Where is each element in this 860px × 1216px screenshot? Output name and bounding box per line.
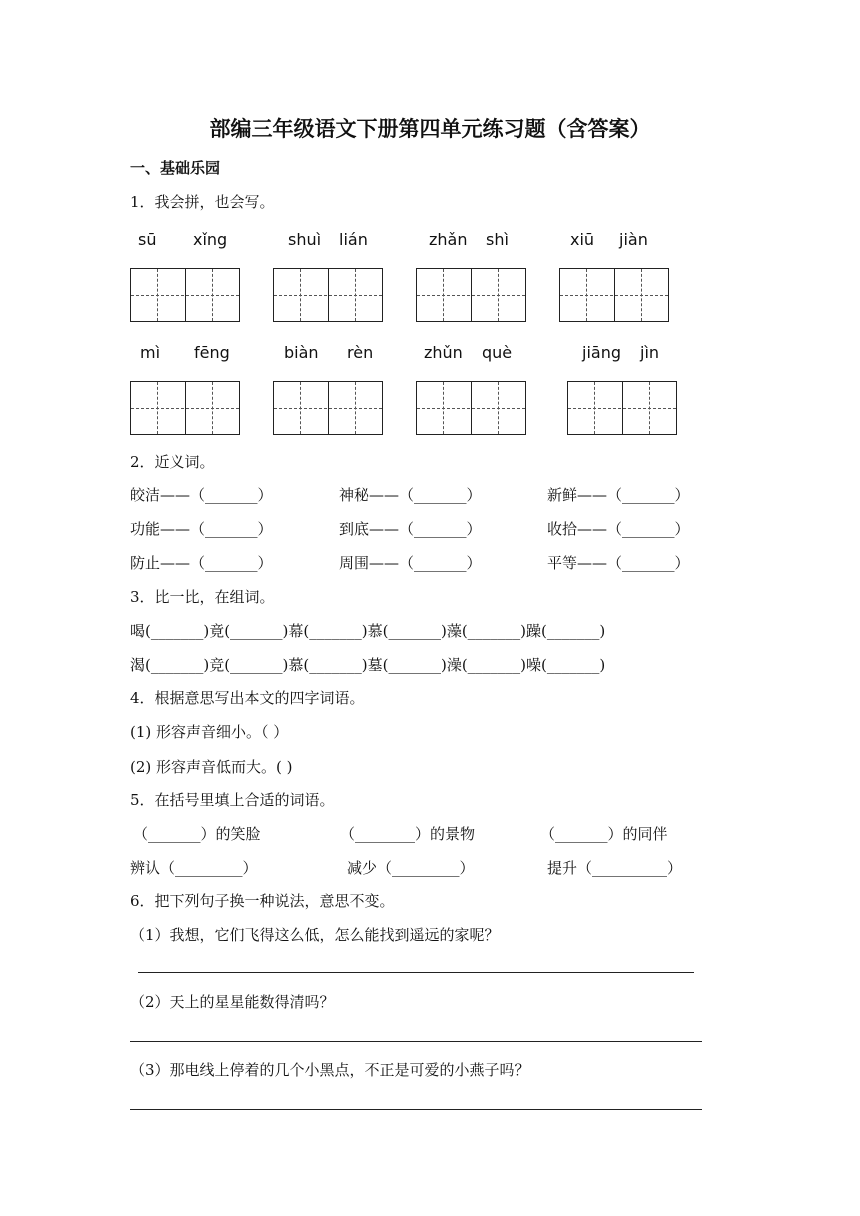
pinyin-8b: jìn: [640, 343, 660, 362]
synonym-item[interactable]: 防止——（_______）: [130, 554, 273, 572]
fill-item[interactable]: 辨认（_________）: [130, 859, 258, 877]
writing-grid[interactable]: [567, 381, 677, 435]
pinyin-8a: jiāng: [582, 343, 621, 362]
sentence-item: （1）我想，它们飞得这么低，怎么能找到遥远的家呢？: [130, 926, 500, 944]
pinyin-3a: zhǎn: [429, 230, 468, 249]
fill-item[interactable]: （_______）的笑脸: [133, 825, 261, 843]
pinyin-5a: mì: [140, 343, 161, 362]
question-1-heading: 1．我会拼，也会写。: [130, 193, 275, 211]
fill-item[interactable]: （_______）的同伴: [540, 825, 668, 843]
synonym-item[interactable]: 平等——（_______）: [547, 554, 690, 572]
sentence-item: （2）天上的星星能数得清吗？: [130, 993, 335, 1011]
synonym-item[interactable]: 周围——（_______）: [339, 554, 482, 572]
question-2-heading: 2．近义词。: [130, 453, 215, 471]
section-heading: 一、基础乐园: [130, 159, 221, 177]
pinyin-2a: shuì: [288, 230, 322, 249]
pinyin-4a: xiū: [570, 230, 595, 249]
fill-item[interactable]: （________）的景物: [340, 825, 476, 843]
writing-grid[interactable]: [416, 381, 526, 435]
fill-item[interactable]: 提升（__________）: [547, 859, 683, 877]
pinyin-1b: xǐng: [193, 230, 228, 249]
question-6-heading: 6．把下列句子换一种说法，意思不变。: [130, 892, 395, 910]
writing-grid[interactable]: [273, 268, 383, 322]
writing-grid[interactable]: [416, 268, 526, 322]
pinyin-1a: sū: [138, 230, 157, 249]
sentence-item: （3）那电线上停着的几个小黑点，不正是可爱的小燕子吗？: [130, 1061, 530, 1079]
pinyin-6b: rèn: [347, 343, 374, 362]
writing-grid[interactable]: [130, 381, 240, 435]
question-4-heading: 4．根据意思写出本文的四字词语。: [130, 689, 365, 707]
synonym-item[interactable]: 功能——（_______）: [130, 520, 273, 538]
synonym-item[interactable]: 到底——（_______）: [339, 520, 482, 538]
answer-line[interactable]: [138, 972, 694, 973]
idiom-item[interactable]: (1) 形容声音细小。（ ）: [130, 723, 289, 741]
writing-grid[interactable]: [559, 268, 669, 322]
idiom-item[interactable]: (2) 形容声音低而大。( ): [130, 758, 293, 776]
writing-grid[interactable]: [273, 381, 383, 435]
synonym-item[interactable]: 皎洁——（_______）: [130, 486, 273, 504]
answer-line[interactable]: [130, 1041, 702, 1042]
pinyin-5b: fēng: [194, 343, 230, 362]
pinyin-7a: zhǔn: [424, 343, 463, 362]
compare-row[interactable]: 喝(_______)竟(_______)幕(_______)慕(_______)藻(_______)躁(_______): [130, 622, 606, 640]
pinyin-2b: lián: [339, 230, 368, 249]
synonym-item[interactable]: 收拾——（_______）: [547, 520, 690, 538]
question-5-heading: 5．在括号里填上合适的词语。: [130, 791, 335, 809]
synonym-item[interactable]: 神秘——（_______）: [339, 486, 482, 504]
compare-row[interactable]: 渴(_______)竞(_______)慕(_______)墓(_______)澡(_______)噪(_______): [130, 656, 606, 674]
pinyin-4b: jiàn: [619, 230, 648, 249]
fill-item[interactable]: 减少（_________）: [347, 859, 475, 877]
pinyin-7b: què: [482, 343, 513, 362]
pinyin-3b: shì: [486, 230, 509, 249]
pinyin-6a: biàn: [284, 343, 319, 362]
page-title: 部编三年级语文下册第四单元练习题（含答案）: [209, 116, 651, 141]
answer-line[interactable]: [130, 1109, 702, 1110]
synonym-item[interactable]: 新鲜——（_______）: [547, 486, 690, 504]
writing-grid[interactable]: [130, 268, 240, 322]
question-3-heading: 3．比一比，在组词。: [130, 588, 275, 606]
